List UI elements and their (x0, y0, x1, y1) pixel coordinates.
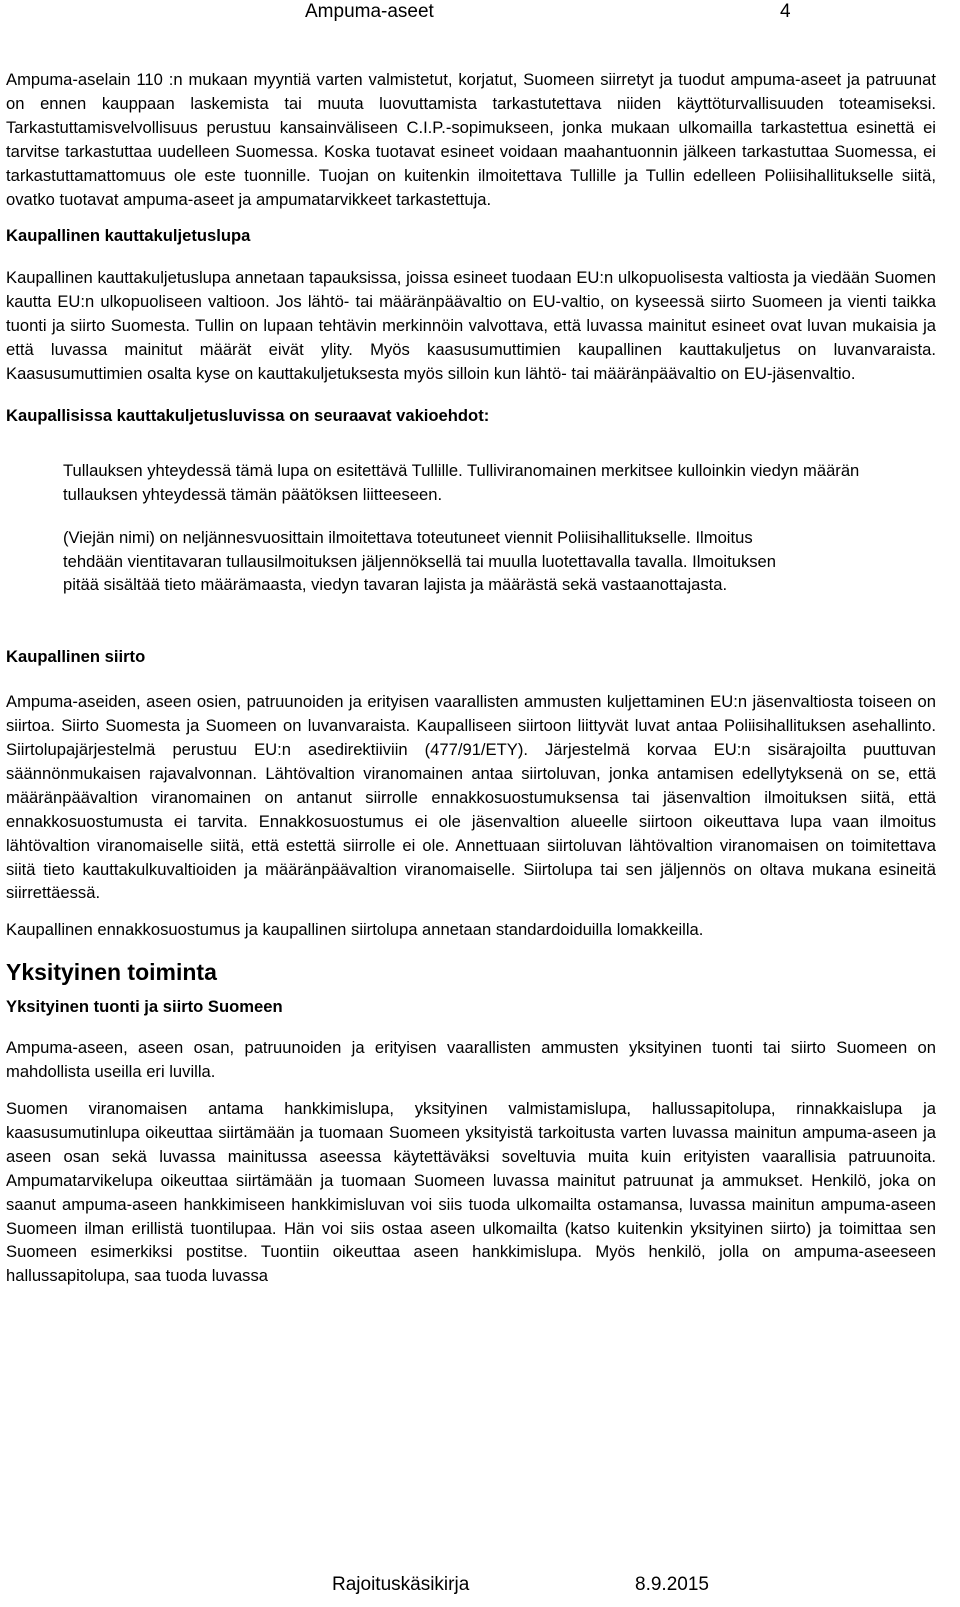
private-import-paragraph-2: Suomen viranomaisen antama hankkimislupa, yksityinen valmistamislupa, hallussapitolupa, rinnakkaislupa ja kaasusumutinlupa oikeuttaa siirtämään ja tuomaan Suomeen yksityistä tarkoitusta varten luvassa mainitun ampuma-aseen ja aseen osan sekä luvassa mainitussa aseessa käytettäväksi soveltuvia muita kuin erityisten vaarallisia patruunoita. Ampumatarvikelupa oikeuttaa siirtämään ja tuomaan Suomeen luvassa mainitut patruunat ja ammukset. Henkilö, joka on saanut ampuma-aseen hankkimiseen hankkimisluvan voi siis tuoda ulkomailta ostamansa, luvassa mainitun ampuma-aseen Suomeen ilman erillistä tuontilupaa. Hän voi siis ostaa aseen ulkomailta (katso kuitenkin yksityinen siirto) ja toimittaa sen Suomeen esimerkiksi postitse. Tuontiin oikeuttaa aseen hankkimislupa. Myös henkilö, jolla on ampuma-aseeseen hallussapitolupa, saa tuoda luvassa (6, 1099, 936, 1286)
commercial-transfer-heading: Kaupallinen siirto (6, 647, 146, 667)
private-activity-heading: Yksityinen toiminta (6, 959, 217, 986)
footer-date: 8.9.2015 (635, 1574, 709, 1595)
standard-forms-paragraph: Kaupallinen ennakkosuostumus ja kaupallinen siirtolupa annetaan standardoiduilla lomakkeilla. (6, 920, 704, 940)
footer-document-title: Rajoituskäsikirja (332, 1574, 470, 1595)
page-footer (0, 1574, 960, 1604)
private-import-paragraph-1: Ampuma-aseen, aseen osan, patruunoiden ja erityisen vaarallisten ammusten yksityinen tuonti tai siirto Suomeen on mahdollista useilla eri luvilla. (6, 1038, 936, 1082)
condition-quarterly-report: (Viejän nimi) on neljännesvuosittain ilmoitettava toteutuneet viennit Poliisihallitukselle. Ilmoitus tehdään vientitavaran tullausilmoituksen jäljennöksellä tai muulla luotettavalla tavalla. Ilmoituksen pitää sisältää tieto määrämaasta, viedyn tavaran lajista ja määrästä sekä vastaanottajasta. (63, 527, 777, 595)
commercial-transfer-paragraph: Ampuma-aseiden, aseen osien, patruunoiden ja erityisen vaarallisten ammusten kuljettaminen EU:n jäsenvaltiosta toiseen on siirtoa. Siirto Suomesta ja Suomeen on luvanvaraista. Kaupalliseen siirtoon liittyvät luvat antaa Poliisihallituksen asehallinto. Siirtolupajärjestelmä perustuu EU:n asedirektiiviin (477/91/ETY). Järjestelmä korvaa EU:n sisärajoilta puuttuvan säännönmukaisen rajavalvonnan. Lähtövaltion viranomainen antaa siirtoluvan, jonka antamisen edellytyksenä on se, että määränpäävaltion viranomainen on antanut siirrolle ennakkosuostumuksensa tai jäsenvaltion ilmoituksen siitä, että ennakkosuostumusta ei tarvita. Ennakkosuostumus ei ole jäsenvaltion alueelle siirtoon oikeuttava lupa vaan ilmoitus lähtövaltion viranomaiselle siitä, että estettä siirrolle ei ole. Annettuaan siirtoluvan lähtövaltion viranomaisen on toimitettava siitä tieto kauttakulkuvaltioiden ja määränpäävaltion viranomaiselle. Siirtolupa tai sen jäljennös on oltava mukana esineitä siirrettäessä. (6, 692, 936, 903)
document-body (6, 68, 936, 1288)
intro-paragraph: Ampuma-aselain 110 :n mukaan myyntiä varten valmistetut, korjatut, Suomeen siirretyt ja tuodut ampuma-aseet ja patruunat on ennen kauppaan laskemista tai muuta luovuttamista tarkastutettava niiden käyttöturvallisuuden toteamiseksi. Tarkastuttamisvelvollisuus perustuu kansainväliseen C.I.P.-sopimukseen, jonka mukaan ulkomailla tarkastettua esinettä ei tarvitse tarkastuttaa uudelleen Suomessa. Koska tuotavat esineet voidaan maahantuonnin jälkeen tarkastuttaa Suomessa, ei tarkastuttamattomuus ole este tuonnille. Tuojan on kuitenkin ilmoitettava Tullille ja Tullin edelleen Poliisihallitukselle siitä, ovatko tuotavat ampuma-aseet ja ampumatarvikkeet tarkastettuja. (6, 70, 936, 209)
condition-customs-clearance: Tullauksen yhteydessä tämä lupa on esitettävä Tullille. Tulliviranomainen merkitsee kulloinkin viedyn määrän tullauksen yhteydessä tämän päätöksen liitteeseen. (63, 460, 860, 504)
page-header-title: Ampuma-aseet (305, 1, 434, 22)
page-number: 4 (780, 1, 791, 22)
standard-conditions-heading: Kaupallisissa kauttakuljetusluvissa on seuraavat vakioehdot: (6, 405, 490, 425)
page-header (0, 0, 960, 30)
private-import-subheading: Yksityinen tuonti ja siirto Suomeen (6, 997, 283, 1017)
transit-permit-paragraph: Kaupallinen kauttakuljetuslupa annetaan tapauksissa, joissa esineet tuodaan EU:n ulkopuolisesta valtiosta ja viedään Suomen kautta EU:n ulkopuoliseen valtioon. Jos lähtö- tai määränpäävaltio on EU-valtio, on kyseessä siirto Suomeen ja vienti taikka tuonti ja siirto Suomesta. Tullin on lupaan tehtävin merkinnöin valvottava, että luvassa mainitut esineet ovat luvan mukaisia ja että luvassa mainitut määrät eivät ylity. Myös kaasusumuttimien kaupallinen kauttakuljetus on luvanvaraista. Kaasusumuttimien osalta kyse on kauttakuljetuksesta myös silloin kun lähtö- tai määränpäävaltio on EU-jäsenvaltio. (6, 268, 936, 383)
transit-permit-heading: Kaupallinen kauttakuljetuslupa (6, 226, 251, 246)
